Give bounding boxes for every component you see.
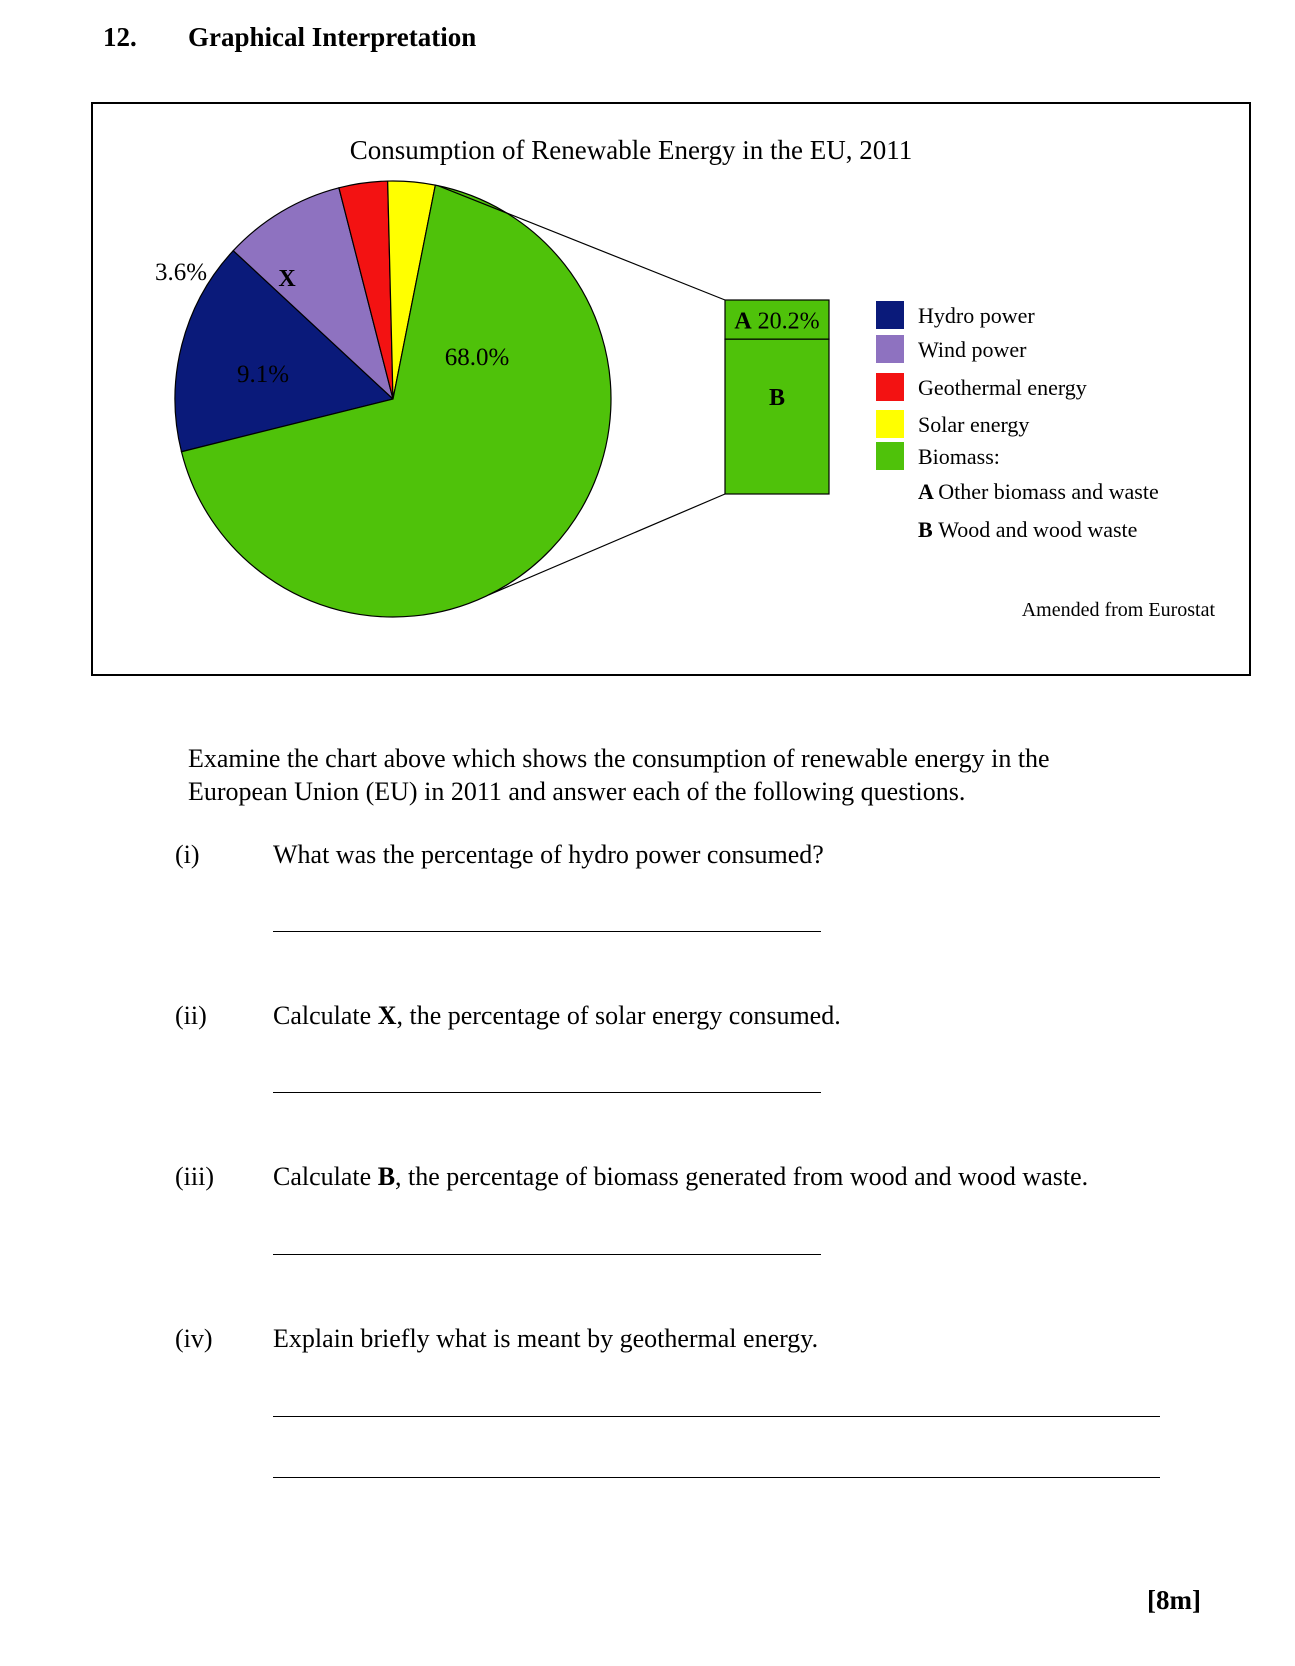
question-iii-pre: Calculate [273,1162,378,1191]
legend-swatch-wind-power [876,335,904,363]
answer-line-i[interactable] [273,931,821,932]
chart-source: Amended from Eurostat [1021,599,1215,621]
question-ii-bold: X [377,1001,397,1030]
slice-label-solar-energy: X [278,266,296,292]
question-text-iv [273,1324,818,1354]
question-ii-post: , the percentage of solar energy consumed. [396,1001,841,1030]
question-label-iii: (iii) [175,1162,214,1191]
legend-label-geothermal-energy: Geothermal energy [918,375,1087,400]
question-text-iii [273,1162,1088,1192]
answer-line-ii[interactable] [273,1092,821,1093]
legend-swatch-solar-energy [876,410,904,438]
question-i-pre: What was the percentage of hydro power consumed? [273,840,824,869]
question-iii-bold: B [377,1162,396,1191]
legend-swatch-hydro-power [876,301,904,329]
legend-label-hydro-power: Hydro power [918,303,1035,328]
question-iii-post: , the percentage of biomass generated from wood and wood waste. [395,1162,1089,1191]
legend-breakdown-a: A Other biomass and waste [918,479,1159,504]
slice-label-wind-power: 9.1% [236,361,290,388]
legend-label-wind-power: Wind power [918,337,1027,362]
question-label-ii: (ii) [175,1001,207,1030]
chart-title: Consumption of Renewable Energy in the EU, 2011 [349,135,913,165]
answer-line-iv-1[interactable] [273,1416,1160,1417]
question-number: 12. [103,22,137,52]
question-text-i [273,840,824,870]
question-title: Graphical Interpretation [188,22,477,52]
legend-swatch-geothermal-energy [876,373,904,401]
chart-frame [91,102,1251,676]
question-label-iv: (iv) [175,1324,213,1353]
legend-label-biomass: Biomass: [918,444,1000,469]
question-text-ii [273,1001,841,1031]
question-iv-pre: Explain briefly what is meant by geothermal energy. [273,1324,819,1353]
slice-label-biomass: 68.0% [444,344,510,371]
question-ii-pre: Calculate [273,1001,378,1030]
marks-total: [8m] [1147,1585,1201,1615]
answer-line-iv-2[interactable] [273,1477,1160,1478]
intro-line-2: European Union (EU) in 2011 and answer each of the following questions. [188,777,966,806]
breakdown-label-b: B [768,385,786,412]
slice-label-geothermal-energy: 3.6% [154,259,208,286]
answer-line-iii[interactable] [273,1254,821,1255]
legend-swatch-biomass [876,442,904,470]
pie-chart [93,104,1249,674]
breakdown-label-a: A 20.2% [734,308,820,335]
legend-breakdown-b: B Wood and wood waste [918,517,1138,542]
legend-label-solar-energy: Solar energy [918,412,1030,437]
intro-text [188,742,1188,808]
breakdown-bar-b [725,339,829,494]
question-label-i: (i) [175,840,200,869]
intro-line-1: Examine the chart above which shows the consumption of renewable energy in the [188,744,1050,773]
